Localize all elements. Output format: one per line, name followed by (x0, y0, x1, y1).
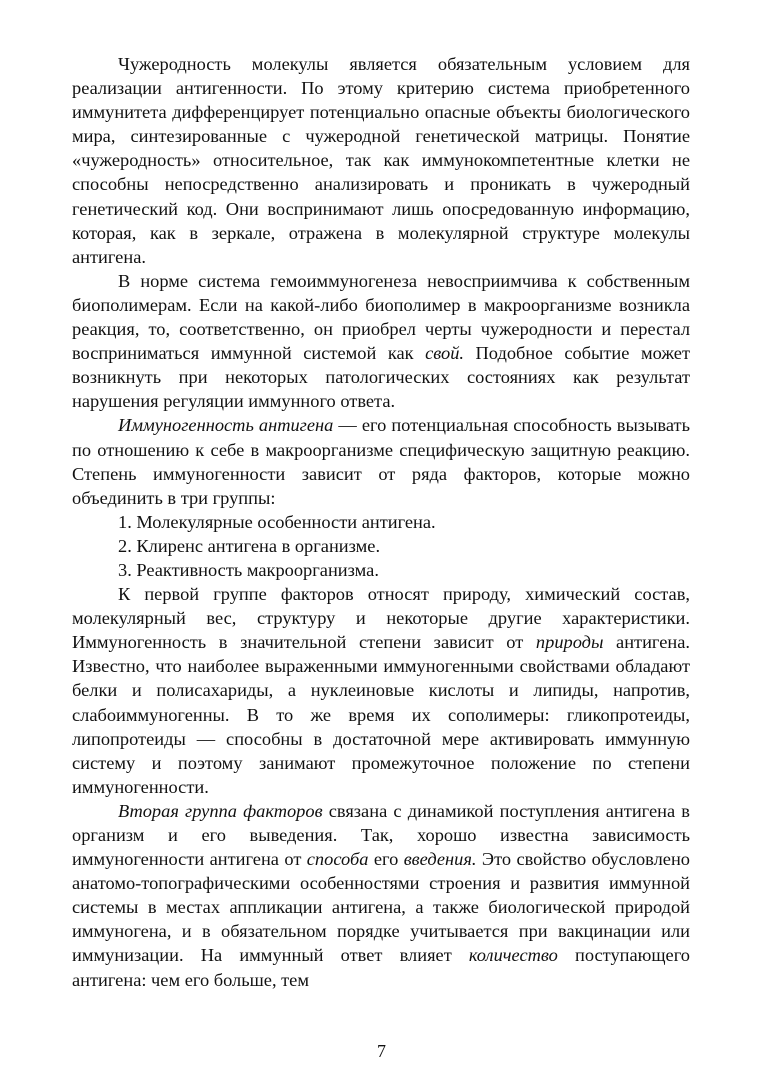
page-body (72, 52, 690, 992)
page-number: 7 (377, 1041, 386, 1061)
paragraph-norm-text-1: В норме система гемоиммуногенеза невосприимчива к собственным биополимерам. Если на какой-либо биополимер в макроорганизме возникла реакция, то, соответственно, он приобрел черты чужеродности и перестал восприниматься иммунной системой как (72, 270, 690, 364)
paragraph-second-group-text-2: его (368, 849, 404, 870)
paragraph-first-group-text-2: антигена. Известно, что наиболее выраженными иммуногенными свойствами обладают белки и полисахариды, а нуклеиновые кислоты и липиды, напротив, слабоиммуногенны. В то же время их сополимеры: гликопротеиды, липопротеиды — способны в достаточной мере активировать иммунную систему и поэтому занимают промежуточное положение по степени иммуногенности. (72, 632, 690, 797)
paragraph-foreignness (72, 52, 690, 269)
paragraph-second-group (72, 799, 690, 992)
paragraph-first-group (72, 582, 690, 799)
factor-groups-list (72, 510, 690, 582)
term-second-group: Вторая группа факторов (118, 800, 323, 821)
paragraph-first-group-text-1: К первой группе факторов относят природу, химический состав, молекулярный вес, структуру и некоторые другие характеристики. Иммуногенность в значительной степени зависит от (72, 584, 690, 653)
paragraph-second-group-text-4: поступающего антигена: чем его больше, тем (72, 945, 691, 990)
emphasis-nature: природы (535, 632, 604, 653)
paragraph-norm-emphasis-own: свой. (425, 343, 464, 364)
list-item: 2. Клиренс антигена в организме. (118, 535, 381, 556)
paragraph-second-group-text-3: Это свойство обусловлено анатомо-топографическими особенностями строения и развития иммунной системы в местах аппликации антигена, а также биологической природой иммуногена, и в обязательном порядке учитывается при вакцинации или иммунизации. На иммунный ответ влияет (72, 849, 690, 966)
list-item: 1. Молекулярные особенности антигена. (118, 511, 436, 532)
emphasis-method: способа (306, 849, 369, 870)
list-item: 3. Реактивность макроорганизма. (118, 559, 379, 580)
paragraph-second-group-text-1: связана с динамикой поступления антигена в организм и его выведения. Так, хорошо известна зависимость иммуногенности антигена от (72, 800, 690, 870)
emphasis-quantity: количество (468, 945, 558, 966)
paragraph-immunogenicity-text: — его потенциальная способность вызывать по отношению к себе в макроорганизме специфическую защитную реакцию. Степень иммуногенности зависит от ряда факторов, которые можно объединить в три группы: (72, 415, 690, 508)
paragraph-foreignness-text: Чужеродность молекулы является обязательным условием для реализации антигенности. По этому критерию система приобретенного иммунитета дифференцирует потенциально опасные объекты биологического мира, синтезированные с чужеродной генетической матрицы. Понятие «чужеродность» относительное, так как иммунокомпетентные клетки не способны непосредственно анализировать и проникать в чужеродный генетический код. Они воспринимают лишь опосредованную информацию, которая, как в зеркале, отражена в молекулярной структуре молекулы антигена. (72, 54, 690, 267)
paragraph-immunogenicity (72, 413, 690, 509)
paragraph-norm (72, 269, 690, 414)
paragraph-norm-text-2: Подобное событие может возникнуть при некоторых патологических состояниях как результат нарушения регуляции иммунного ответа. (72, 343, 690, 412)
term-immunogenicity: Иммуногенность антигена (118, 415, 334, 436)
emphasis-administration: введения. (403, 849, 477, 870)
